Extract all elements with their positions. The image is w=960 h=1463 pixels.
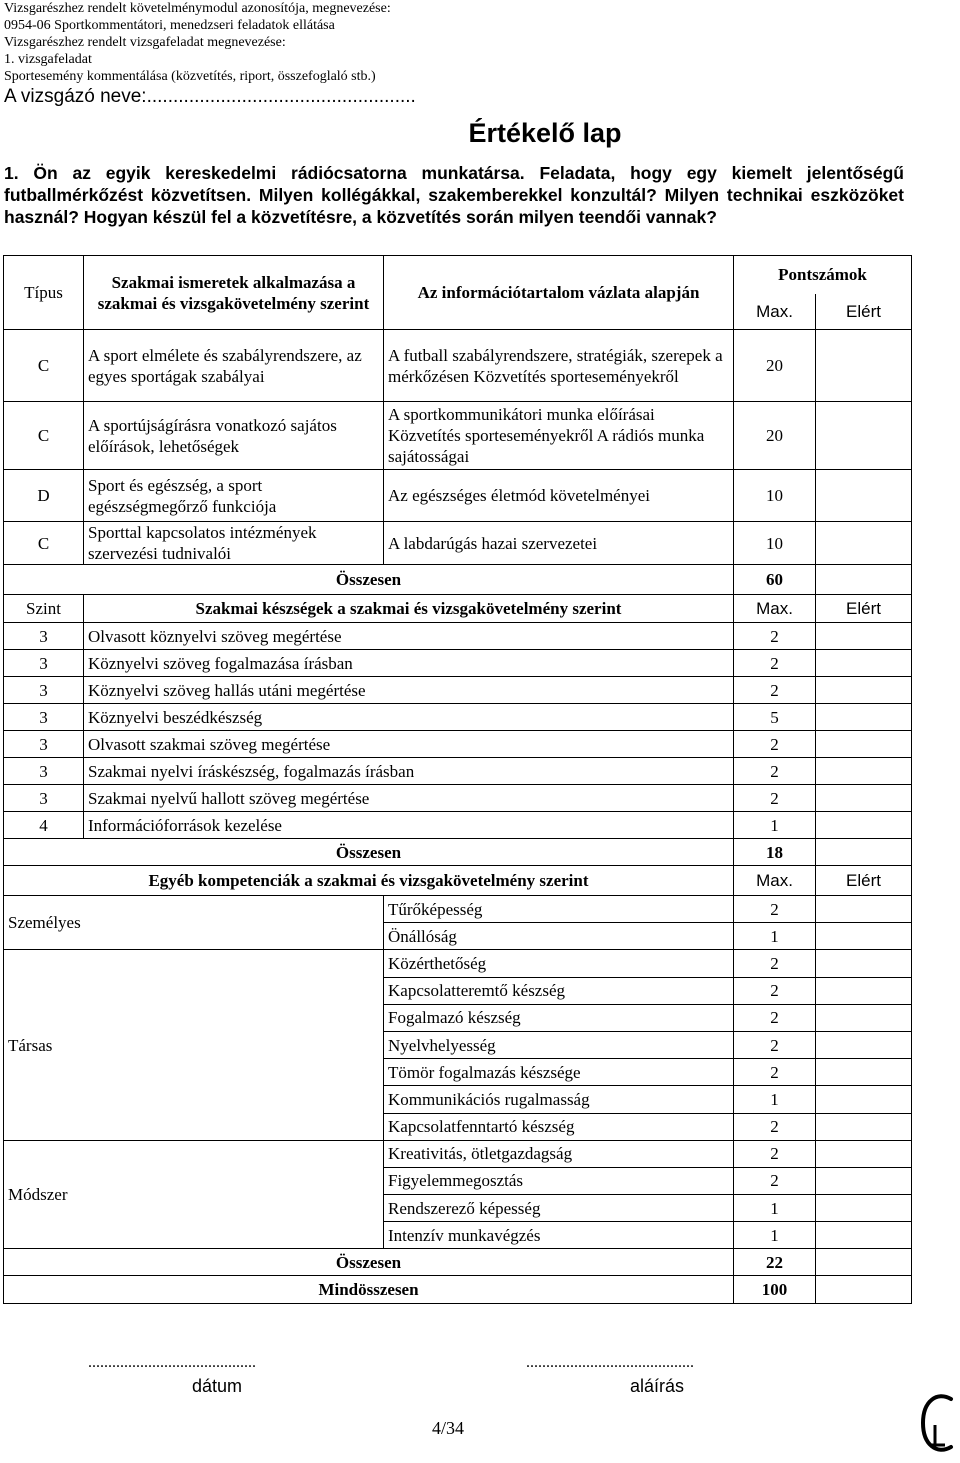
max-points-cell: 2: [734, 785, 816, 812]
table-row: [4, 330, 912, 402]
max-points-cell: 1: [734, 1195, 816, 1222]
type-cell: D: [4, 470, 84, 522]
level-cell: 3: [4, 758, 84, 785]
max-points-cell: 1: [734, 1086, 816, 1113]
achieved-points-cell: [816, 758, 912, 785]
skill-cell: Szakmai nyelvi íráskészség, fogalmazás írásban: [84, 758, 734, 785]
subtotal-max: 60: [734, 565, 816, 595]
achieved-points-cell: [816, 1195, 912, 1222]
table-row: [4, 595, 912, 623]
achieved-points-cell: [816, 1140, 912, 1167]
info-cell: A futball szabályrendszere, stratégiák, szerepek a mérkőzésen Közvetítés sporteseményekről: [384, 330, 734, 402]
achieved-points-cell: [816, 1167, 912, 1194]
level-cell: 3: [4, 677, 84, 704]
col-header-points: Pontszámok: [734, 256, 912, 294]
skill-cell: Olvasott köznyelvi szöveg megértése: [84, 623, 734, 650]
achieved-points-cell: [816, 650, 912, 677]
info-cell: A sportkommunikátori munka előírásai Közvetítés sporteseményekről A rádiós munka sajátosságai: [384, 402, 734, 470]
max-points-cell: 2: [734, 896, 816, 923]
table-row: [4, 704, 912, 731]
table-row: [4, 950, 912, 977]
achieved-points-cell: [816, 677, 912, 704]
max-points-cell: 2: [734, 977, 816, 1004]
achieved-points-cell: [816, 812, 912, 839]
header-line: Vizsgarészhez rendelt vizsgafeladat megnevezése:: [4, 35, 286, 50]
subtotal-label: Összesen: [4, 1249, 734, 1276]
max-points-cell: 1: [734, 1222, 816, 1249]
competency-cell: Önállóság: [384, 923, 734, 950]
col-header-szint: Szint: [4, 595, 84, 623]
achieved-points-cell: [816, 731, 912, 758]
max-points-cell: 2: [734, 623, 816, 650]
knowledge-cell: A sportújságírásra vonatkozó sajátos előírások, lehetőségek: [84, 402, 384, 470]
knowledge-cell: Sport és egészség, a sport egészségmegőrző funkciója: [84, 470, 384, 522]
max-points-cell: 20: [734, 402, 816, 470]
table-row: [4, 785, 912, 812]
level-cell: 3: [4, 623, 84, 650]
table-row: [4, 650, 912, 677]
col-header-elert: Elért: [816, 294, 912, 330]
level-cell: 3: [4, 650, 84, 677]
date-label: dátum: [192, 1376, 243, 1396]
achieved-points-cell: [816, 785, 912, 812]
publisher-logo-icon: [915, 1385, 960, 1460]
table-row: [4, 1140, 912, 1167]
info-cell: A labdarúgás hazai szervezetei: [384, 522, 734, 565]
col-header-max: Max.: [734, 294, 816, 330]
achieved-points-cell: [816, 896, 912, 923]
table-row: [4, 839, 912, 866]
achieved-points-cell: [816, 1086, 912, 1113]
col-header-max: Max.: [734, 595, 816, 623]
header-line: Sportesemény kommentálása (közvetítés, riport, összefoglaló stb.): [4, 69, 376, 84]
document-header: [4, 0, 391, 85]
table-row: [4, 896, 912, 923]
level-cell: 3: [4, 704, 84, 731]
subtotal-label: Összesen: [4, 565, 734, 595]
date-dots: ..........................................: [88, 1354, 256, 1371]
col-header-elert: Elért: [816, 866, 912, 896]
skill-cell: Szakmai nyelvű hallott szöveg megértése: [84, 785, 734, 812]
competency-cell: Rendszerező képesség: [384, 1195, 734, 1222]
competency-cell: Kapcsolatteremtő készség: [384, 977, 734, 1004]
max-points-cell: 10: [734, 522, 816, 565]
level-cell: 3: [4, 731, 84, 758]
info-cell: Az egészséges életmód követelményei: [384, 470, 734, 522]
subtotal-max: 18: [734, 839, 816, 866]
grand-total-label: Mindösszesen: [4, 1276, 734, 1304]
competency-cell: Tömör fogalmazás készsége: [384, 1059, 734, 1086]
col-header-skill: Szakmai készségek a szakmai és vizsgakövetelmény szerint: [84, 595, 734, 623]
competency-cell: Kreativitás, ötletgazdagság: [384, 1140, 734, 1167]
achieved-points-cell: [816, 977, 912, 1004]
competency-group-cell: Személyes: [4, 896, 384, 950]
subtotal-achieved: [816, 1249, 912, 1276]
achieved-points-cell: [816, 704, 912, 731]
max-points-cell: 2: [734, 731, 816, 758]
col-header-tipus: Típus: [4, 256, 84, 330]
competency-cell: Kommunikációs rugalmasság: [384, 1086, 734, 1113]
max-points-cell: 1: [734, 923, 816, 950]
table-row: [4, 623, 912, 650]
achieved-points-cell: [816, 470, 912, 522]
competency-cell: Kapcsolatfenntartó készség: [384, 1113, 734, 1140]
table-row: [4, 256, 912, 294]
table-row: [4, 812, 912, 839]
max-points-cell: 2: [734, 1167, 816, 1194]
achieved-points-cell: [816, 923, 912, 950]
max-points-cell: 10: [734, 470, 816, 522]
achieved-points-cell: [816, 1113, 912, 1140]
skill-cell: Információforrások kezelése: [84, 812, 734, 839]
subtotal-label: Összesen: [4, 839, 734, 866]
competency-cell: Figyelemmegosztás: [384, 1167, 734, 1194]
achieved-points-cell: [816, 522, 912, 565]
max-points-cell: 2: [734, 758, 816, 785]
table-row: [4, 866, 912, 896]
skill-cell: Olvasott szakmai szöveg megértése: [84, 731, 734, 758]
competency-cell: Fogalmazó készség: [384, 1004, 734, 1031]
table-row: [4, 402, 912, 470]
table-row: [4, 677, 912, 704]
col-header-info: Az információtartalom vázlata alapján: [384, 256, 734, 330]
task-question: 1. Ön az egyik kereskedelmi rádiócsatorna munkatársa. Feladata, hogy egy kiemelt jelentőségű futballmérkőzést közvetítsen. Milyen kollégákkal, szakemberekkel konzultál? Milyen technikai eszközöket használ? Hogyan készül fel a közvetítésre, a közvetítés során milyen teendői vannak?: [4, 163, 904, 227]
competency-group-cell: Módszer: [4, 1140, 384, 1249]
type-cell: C: [4, 522, 84, 565]
max-points-cell: 5: [734, 704, 816, 731]
evaluation-table: [3, 255, 912, 1304]
subtotal-max: 22: [734, 1249, 816, 1276]
page-title: Értékelő lap: [468, 118, 622, 148]
header-line: 0954-06 Sportkommentátori, menedzseri feladatok ellátása: [4, 18, 335, 33]
type-cell: C: [4, 402, 84, 470]
max-points-cell: 2: [734, 1059, 816, 1086]
table-row: [4, 731, 912, 758]
achieved-points-cell: [816, 623, 912, 650]
table-row: [4, 470, 912, 522]
skill-cell: Köznyelvi szöveg hallás utáni megértése: [84, 677, 734, 704]
skill-cell: Köznyelvi beszédkészség: [84, 704, 734, 731]
table-row: [4, 758, 912, 785]
achieved-points-cell: [816, 1222, 912, 1249]
competency-cell: Közérthetőség: [384, 950, 734, 977]
col-header-max: Max.: [734, 866, 816, 896]
max-points-cell: 1: [734, 812, 816, 839]
header-line: Vizsgarészhez rendelt követelménymodul azonosítója, megnevezése:: [4, 1, 391, 16]
competency-group-cell: Társas: [4, 950, 384, 1140]
table-row: [4, 565, 912, 595]
max-points-cell: 2: [734, 1004, 816, 1031]
table-row: [4, 1249, 912, 1276]
level-cell: 3: [4, 785, 84, 812]
achieved-points-cell: [816, 330, 912, 402]
candidate-name-field: A vizsgázó neve:...................................................: [4, 86, 416, 107]
max-points-cell: 2: [734, 650, 816, 677]
grand-total-achieved: [816, 1276, 912, 1304]
max-points-cell: 2: [734, 1113, 816, 1140]
achieved-points-cell: [816, 402, 912, 470]
grand-total-max: 100: [734, 1276, 816, 1304]
max-points-cell: 2: [734, 1140, 816, 1167]
competency-cell: Intenzív munkavégzés: [384, 1222, 734, 1249]
type-cell: C: [4, 330, 84, 402]
skill-cell: Köznyelvi szöveg fogalmazása írásban: [84, 650, 734, 677]
achieved-points-cell: [816, 1059, 912, 1086]
col-header-elert: Elért: [816, 595, 912, 623]
max-points-cell: 2: [734, 1031, 816, 1058]
table-row: [4, 522, 912, 565]
table-row: [4, 1276, 912, 1304]
signature-label: aláírás: [630, 1376, 685, 1396]
competency-cell: Tűrőképesség: [384, 896, 734, 923]
col-header-competencies: Egyéb kompetenciák a szakmai és vizsgakövetelmény szerint: [4, 866, 734, 896]
col-header-knowledge: Szakmai ismeretek alkalmazása a szakmai és vizsgakövetelmény szerint: [84, 256, 384, 330]
max-points-cell: 2: [734, 677, 816, 704]
achieved-points-cell: [816, 950, 912, 977]
level-cell: 4: [4, 812, 84, 839]
page-number: 4/34: [432, 1418, 465, 1438]
achieved-points-cell: [816, 1004, 912, 1031]
subtotal-achieved: [816, 565, 912, 595]
max-points-cell: 20: [734, 330, 816, 402]
knowledge-cell: Sporttal kapcsolatos intézmények szervezési tudnivalói: [84, 522, 384, 565]
achieved-points-cell: [816, 1031, 912, 1058]
signature-dots: ..........................................: [526, 1354, 694, 1371]
max-points-cell: 2: [734, 950, 816, 977]
knowledge-cell: A sport elmélete és szabályrendszere, az egyes sportágak szabályai: [84, 330, 384, 402]
subtotal-achieved: [816, 839, 912, 866]
header-line: 1. vizsgafeladat: [4, 52, 92, 67]
competency-cell: Nyelvhelyesség: [384, 1031, 734, 1058]
